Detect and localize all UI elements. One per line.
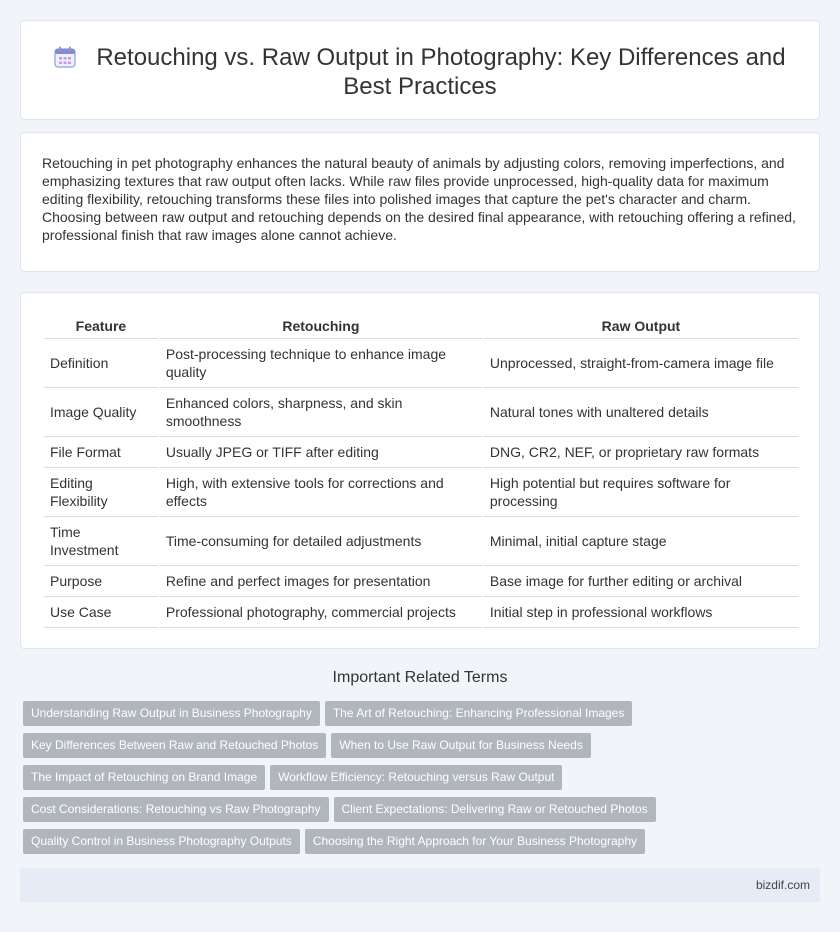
column-header-retouching: Retouching	[160, 313, 482, 339]
table-cell-retouching: Time-consuming for detailed adjustments	[160, 517, 482, 566]
page-title-line1: Retouching vs. Raw Output in Photography: Key Differences and	[96, 44, 786, 71]
table-row	[44, 517, 798, 566]
header-card	[20, 20, 820, 120]
footer-site-link[interactable]: bizdif.com	[755, 878, 810, 892]
related-term-link[interactable]: Cost Considerations: Retouching vs Raw Photography	[23, 797, 329, 822]
related-term-link[interactable]: Understanding Raw Output in Business Photography	[23, 701, 320, 726]
footer	[20, 868, 820, 902]
table-cell-feature: File Format	[44, 437, 158, 468]
page-title-line2: Best Practices	[343, 73, 497, 100]
table-cell-raw-output: Initial step in professional workflows	[484, 597, 798, 628]
table-cell-feature: Definition	[44, 339, 158, 388]
table-cell-retouching: Usually JPEG or TIFF after editing	[160, 437, 482, 468]
table-row	[44, 339, 798, 388]
table-cell-feature: Use Case	[44, 597, 158, 628]
table-cell-feature: Purpose	[44, 566, 158, 597]
table-cell-raw-output: Natural tones with unaltered details	[484, 388, 798, 437]
table-cell-feature: Time Investment	[44, 517, 158, 566]
table-row	[44, 566, 798, 597]
table-cell-feature: Image Quality	[44, 388, 158, 437]
related-term-link[interactable]: The Art of Retouching: Enhancing Professional Images	[325, 701, 633, 726]
table-cell-retouching: High, with extensive tools for corrections and effects	[160, 468, 482, 517]
table-cell-raw-output: Base image for further editing or archival	[484, 566, 798, 597]
table-header-row	[44, 313, 798, 339]
calendar-icon	[54, 46, 76, 68]
related-terms-title: Important Related Terms	[332, 669, 508, 686]
column-header-raw-output: Raw Output	[484, 313, 798, 339]
table-cell-retouching: Refine and perfect images for presentation	[160, 566, 482, 597]
table-row	[44, 437, 798, 468]
related-terms-list	[23, 701, 813, 861]
table-cell-raw-output: Unprocessed, straight-from-camera image file	[484, 339, 798, 388]
column-header-feature: Feature	[44, 313, 158, 339]
table-cell-raw-output: High potential but requires software for processing	[484, 468, 798, 517]
intro-paragraph: Retouching in pet photography enhances the natural beauty of animals by adjusting colors, removing imperfections, and emphasizing textures that raw output often lacks. While raw files provide unprocessed, high-quality data for maximum editing flexibility, retouching transforms these files into polished images that capture the pet's character and charm. Choosing between raw output and retouching depends on the desired final appearance, with retouching offering a refined, professional finish that raw images alone cannot achieve.	[42, 155, 796, 243]
comparison-table-card	[20, 292, 820, 649]
related-term-link[interactable]: Quality Control in Business Photography Outputs	[23, 829, 300, 854]
table-cell-raw-output: Minimal, initial capture stage	[484, 517, 798, 566]
table-cell-feature: Editing Flexibility	[44, 468, 158, 517]
intro-card	[20, 132, 820, 272]
related-term-link[interactable]: Choosing the Right Approach for Your Business Photography	[305, 829, 645, 854]
table-row	[44, 468, 798, 517]
table-row	[44, 388, 798, 437]
related-term-link[interactable]: Client Expectations: Delivering Raw or Retouched Photos	[334, 797, 656, 822]
table-cell-raw-output: DNG, CR2, NEF, or proprietary raw formats	[484, 437, 798, 468]
table-row	[44, 597, 798, 628]
related-term-link[interactable]: Workflow Efficiency: Retouching versus Raw Output	[270, 765, 562, 790]
table-cell-retouching: Post-processing technique to enhance image quality	[160, 339, 482, 388]
related-term-link[interactable]: The Impact of Retouching on Brand Image	[23, 765, 265, 790]
table-cell-retouching: Professional photography, commercial projects	[160, 597, 482, 628]
related-term-link[interactable]: When to Use Raw Output for Business Needs	[331, 733, 590, 758]
related-term-link[interactable]: Key Differences Between Raw and Retouched Photos	[23, 733, 326, 758]
page-title	[21, 43, 819, 101]
table-cell-retouching: Enhanced colors, sharpness, and skin smoothness	[160, 388, 482, 437]
comparison-table	[42, 313, 800, 628]
